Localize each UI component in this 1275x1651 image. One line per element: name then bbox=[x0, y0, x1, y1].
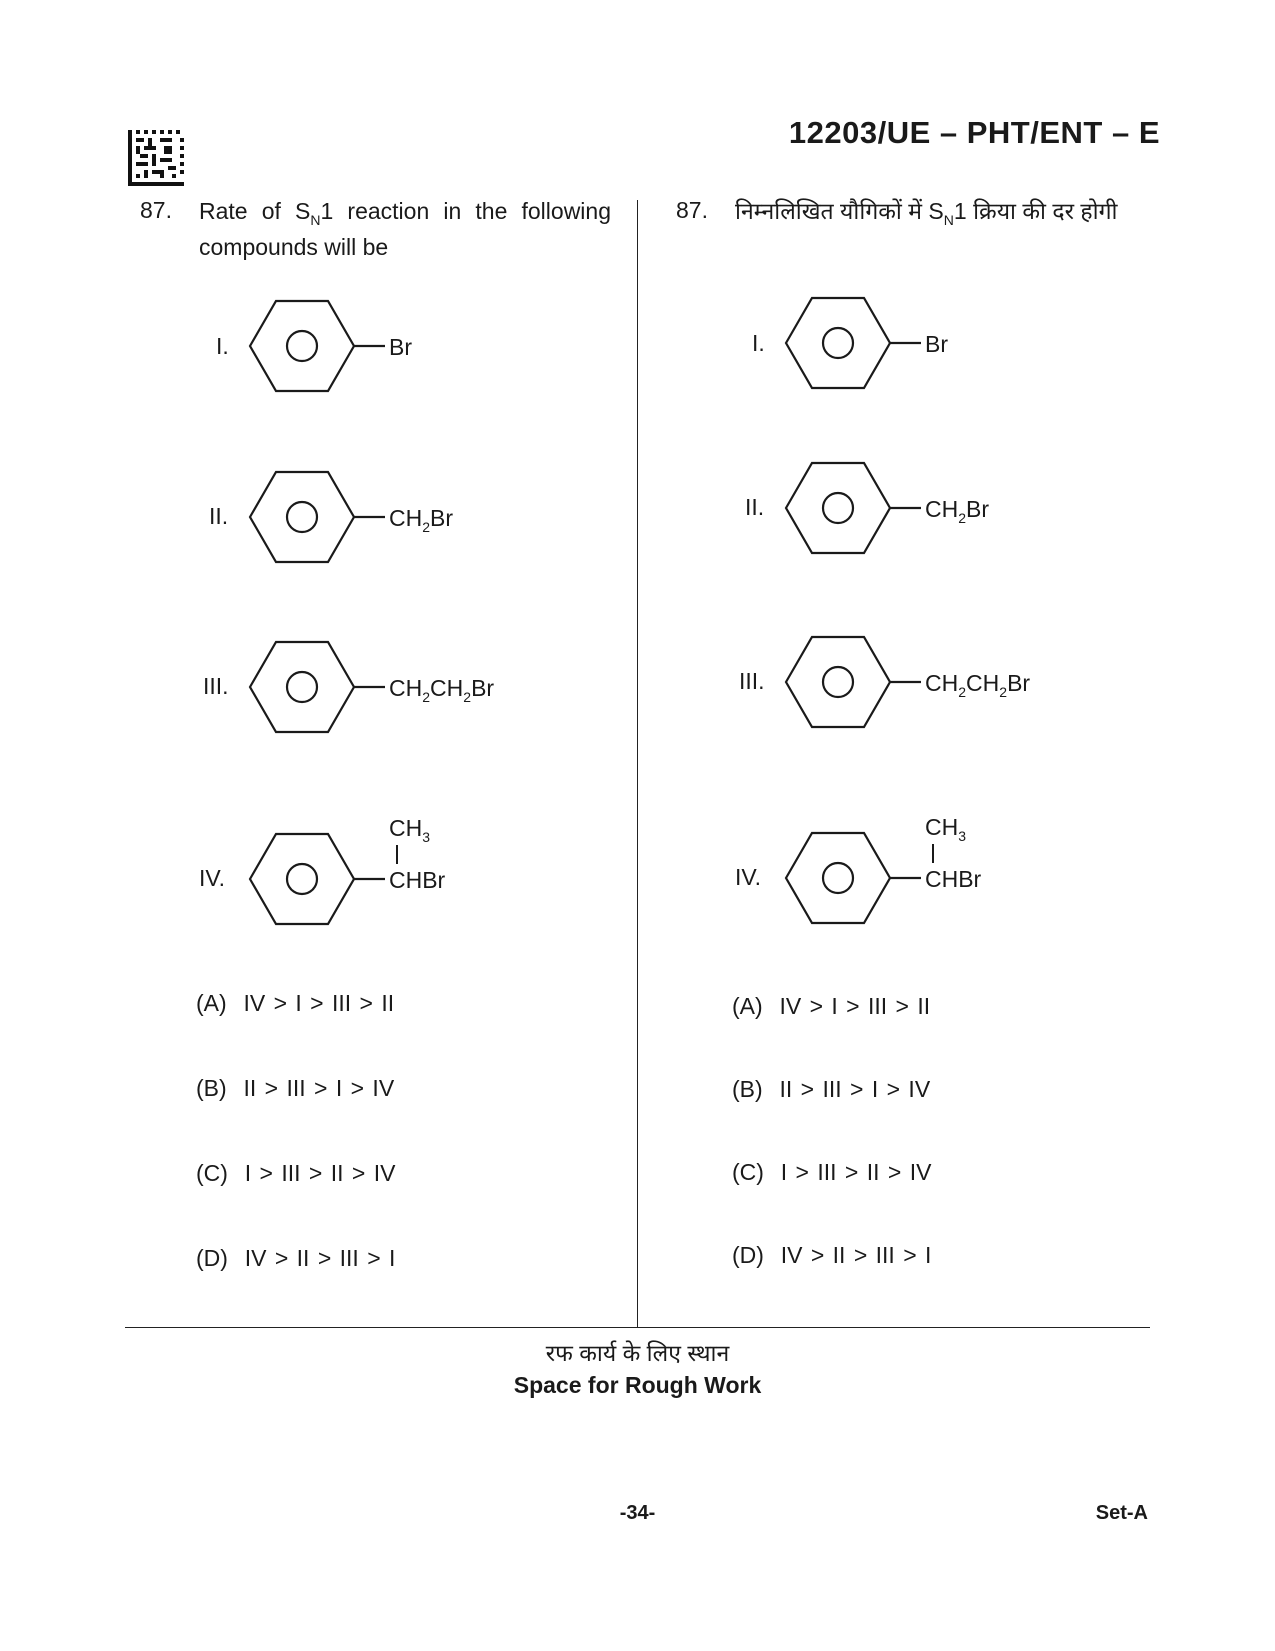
benzene-ring-icon bbox=[784, 296, 944, 396]
option-text: I > III > II > IV bbox=[244, 1160, 396, 1186]
benzene-ring-icon bbox=[784, 636, 944, 736]
compound-label-iv-en: IV. bbox=[199, 865, 226, 891]
option-b-hi bbox=[732, 1076, 930, 1103]
compound-group-iv-en: CHBr bbox=[389, 867, 446, 893]
paper-code: 12203/UE – PHT/ENT – E bbox=[788, 115, 1160, 150]
rough-work-heading-en: Space for Rough Work bbox=[513, 1372, 762, 1398]
benzene-ring-icon bbox=[784, 832, 944, 932]
compound-label-ii-hi: II. bbox=[745, 494, 765, 520]
qr-code bbox=[128, 130, 184, 186]
page-number: -34- bbox=[619, 1502, 656, 1524]
benzene-ring-icon bbox=[248, 833, 408, 933]
option-key: (D) bbox=[196, 1245, 228, 1271]
compound-top-group-iv-en: $CH_3$ bbox=[389, 815, 431, 845]
section-divider bbox=[125, 1327, 1150, 1328]
question-number-en: 87. bbox=[140, 197, 172, 223]
compound-group-ii-en: $CH_2Br$ bbox=[389, 505, 454, 535]
question-number-hi: 87. bbox=[676, 197, 708, 223]
option-text: II > III > I > IV bbox=[779, 1076, 931, 1102]
option-key: (C) bbox=[732, 1159, 764, 1185]
qr-code-icon bbox=[128, 130, 184, 186]
compound-group-iii-hi: $CH_2CH_2Br$ bbox=[925, 670, 1031, 700]
compound-label-ii-en: II. bbox=[209, 503, 229, 529]
compound-group-iv-hi: CHBr bbox=[925, 866, 982, 892]
option-c-hi bbox=[732, 1159, 931, 1186]
column-divider bbox=[637, 200, 638, 1328]
option-key: (B) bbox=[732, 1076, 763, 1102]
option-text: II > III > I > IV bbox=[243, 1075, 395, 1101]
compound-label-iv-hi: IV. bbox=[735, 864, 762, 890]
option-text: I > III > II > IV bbox=[780, 1159, 932, 1185]
bond-line bbox=[932, 844, 934, 863]
question-text-en: Rate of $S_N1$ reaction in the following compounds will be bbox=[199, 198, 611, 260]
option-d-en bbox=[196, 1245, 395, 1272]
option-text: IV > I > III > II bbox=[779, 993, 931, 1019]
option-a-hi bbox=[732, 993, 930, 1020]
set-label: Set-A bbox=[1095, 1502, 1148, 1524]
benzene-ring-icon bbox=[248, 641, 408, 741]
option-key: (D) bbox=[732, 1242, 764, 1268]
compound-label-i-en: I. bbox=[216, 333, 229, 359]
compound-label-iii-en: III. bbox=[203, 673, 229, 699]
compound-label-i-hi: I. bbox=[752, 330, 765, 356]
compound-top-group-iv-hi: $CH_3$ bbox=[925, 814, 967, 844]
compound-group-i-hi: Br bbox=[925, 331, 948, 357]
option-text: IV > II > III > I bbox=[780, 1242, 932, 1268]
benzene-ring-icon bbox=[784, 462, 944, 562]
option-a-en bbox=[196, 990, 394, 1017]
option-key: (C) bbox=[196, 1160, 228, 1186]
option-key: (A) bbox=[196, 990, 227, 1016]
option-text: IV > II > III > I bbox=[244, 1245, 396, 1271]
option-b-en bbox=[196, 1075, 394, 1102]
option-key: (B) bbox=[196, 1075, 227, 1101]
question-text-hi: निम्नलिखित यौगिकों में $S_N1$ क्रिया की दर होगी bbox=[735, 198, 1118, 228]
rough-work-heading-hi: रफ कार्य के लिए स्थान bbox=[545, 1340, 730, 1366]
option-d-hi bbox=[732, 1242, 931, 1269]
compound-label-iii-hi: III. bbox=[739, 668, 765, 694]
option-text: IV > I > III > II bbox=[243, 990, 395, 1016]
compound-group-ii-hi: $CH_2Br$ bbox=[925, 496, 990, 526]
option-key: (A) bbox=[732, 993, 763, 1019]
option-c-en bbox=[196, 1160, 395, 1187]
bond-line bbox=[396, 845, 398, 864]
benzene-ring-icon bbox=[248, 471, 408, 571]
compound-group-iii-en: $CH_2CH_2Br$ bbox=[389, 675, 495, 705]
compound-group-i-en: Br bbox=[389, 334, 412, 360]
benzene-ring-icon bbox=[248, 299, 408, 399]
